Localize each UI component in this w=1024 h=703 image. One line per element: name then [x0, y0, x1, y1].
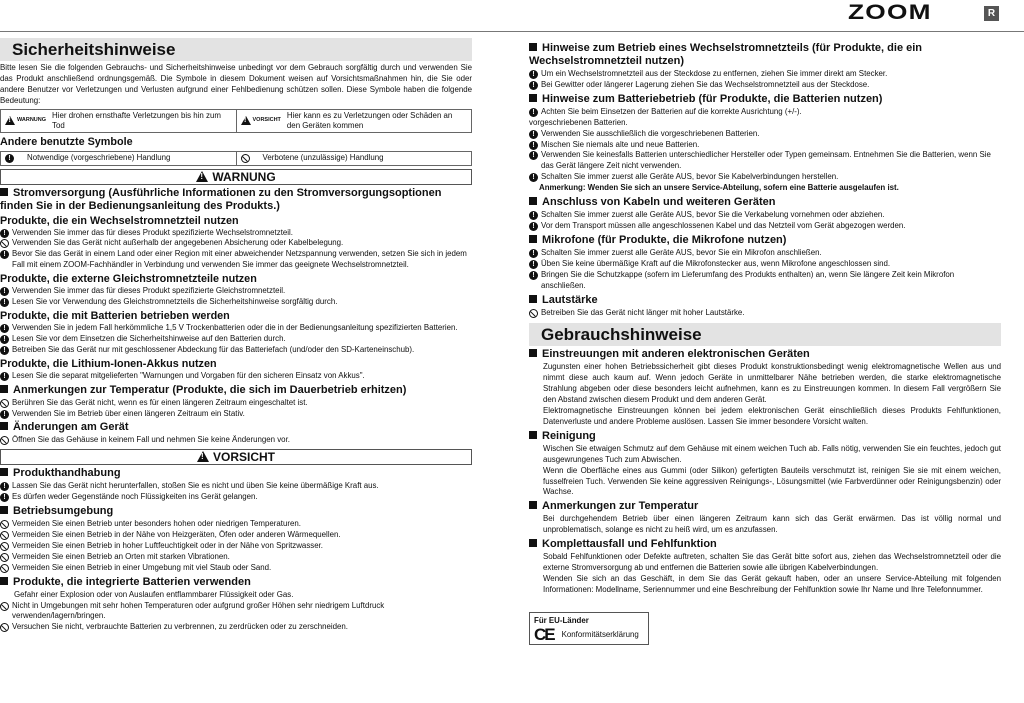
symbol-caution — [236, 110, 472, 132]
other-symbol-legend — [0, 151, 472, 166]
prohibited-icon — [0, 542, 9, 551]
mod-title: Änderungen am Gerät — [0, 421, 472, 434]
list-item: Berühren Sie das Gerät nicht, wenn es für einen längeren Zeitraum eingeschaltet ist. — [0, 398, 472, 409]
symbol-prohibited-text: Verbotene (unzulässige) Handlung — [262, 152, 384, 162]
prohibited-icon — [529, 309, 538, 318]
exclamation-icon: ! — [0, 298, 9, 307]
prohibited-icon — [0, 239, 9, 248]
ac-op-title: Hinweise zum Betrieb eines Wechselstromnetzteils (für Produkte, die ein Wechselstromnetzteil nutzen) — [529, 42, 1001, 68]
list-item: ! Verwenden Sie ausschließlich die vorgeschriebenen Batterien. — [529, 129, 1001, 140]
symbol-required — [1, 152, 236, 165]
exclamation-icon: ! — [529, 81, 538, 90]
cleaning-text-1: Wischen Sie etwaigen Schmutz auf dem Gehäuse mit einem weichen Tuch ab. Falls nötig, verwenden Sie ein feuchtes, jedoch gut ausgewrungenes Tuch zum Abwischen. — [543, 443, 1001, 464]
symbol-prohibited — [236, 152, 472, 165]
exclamation-icon: ! — [529, 249, 538, 258]
list-item: Vermeiden Sie einen Betrieb in der Nähe von Heizgeräten, Öfen oder anderen Wärmequellen. — [0, 530, 472, 541]
prohibited-icon — [0, 602, 9, 611]
list-item: Vermeiden Sie einen Betrieb in einer Umgebung mit viel Staub oder Sand. — [0, 563, 472, 574]
list-item: ! Lesen Sie vor dem Einsetzen die Sicherheitshinweise auf den Batterien durch. — [0, 334, 472, 345]
eu-box — [529, 612, 649, 645]
exclamation-icon: ! — [0, 324, 9, 333]
exclamation-icon: ! — [529, 173, 538, 182]
symbol-caution-text: Hier kann es zu Verletzungen oder Schäden an den Geräten kommen — [286, 110, 453, 130]
failure-text-1: Sobald Fehlfunktionen oder Defekte auftreten, schalten Sie das Gerät bitte sofort aus, ziehen das Wechselstromnetzteil oder die externe Stromversorgung ab und entfernen die Batterien sowie alle übrigen Kabelverbindungen. — [543, 552, 1001, 573]
warning-icon — [196, 171, 208, 182]
exclamation-icon: ! — [529, 108, 538, 117]
list-item: Vermeiden Sie einen Betrieb unter besonders hohen oder niedrigen Temperaturen. — [0, 519, 472, 530]
prohibited-icon — [0, 564, 9, 573]
list-item: ! Verwenden Sie immer das für dieses Produkt spezifizierte Wechselstromnetzteil. — [0, 228, 472, 239]
list-item: ! Lassen Sie das Gerät nicht herunterfallen, stoßen Sie es nicht und üben Sie keine übermäßige Kraft aus. — [0, 481, 472, 492]
env-title: Betriebsumgebung — [0, 505, 472, 518]
list-item: Vermeiden Sie einen Betrieb an Orten mit starken Vibrationen. — [0, 552, 472, 563]
list-item: Versuchen Sie nicht, verbrauchte Batterien zu verbrennen, zu zerdrücken oder zu zerschneiden. — [0, 622, 472, 633]
volume-title: Lautstärke — [529, 294, 1001, 307]
prohibited-icon — [0, 520, 9, 529]
ce-mark-icon: CE — [534, 624, 554, 644]
list-item: ! Betreiben Sie das Gerät nur mit geschlossener Abdeckung für das Batteriefach (und/oder den SD-Karteneinschub). — [0, 345, 472, 356]
interference-text-2: Elektromagnetische Einstreuungen können bei jedem elektronischen Gerät einschließlich dieses Produkts Fehlfunktionen, Datenverluste und andere Probleme auslösen. Lassen Sie immer besondere Vorsicht walten. — [543, 406, 1001, 426]
exclamation-icon: ! — [0, 287, 9, 296]
exclamation-icon: ! — [0, 482, 9, 491]
symbol-legend — [0, 109, 472, 133]
left-column — [0, 38, 472, 633]
exclamation-icon: ! — [0, 410, 9, 419]
list-item: ! Um ein Wechselstromnetzteil aus der Steckdose zu entfernen, ziehen Sie immer direkt am Stecker. — [529, 69, 1001, 80]
liion-title: Produkte, die Lithium-Ionen-Akkus nutzen — [0, 357, 217, 370]
exclamation-icon: ! — [0, 372, 9, 381]
safety-intro: Bitte lesen Sie die folgenden Gebrauchs- und Sicherheitshinweise unbedingt vor dem Gebrauch sorgfältig durch und verwenden Sie das Produkt anschließend ordnungsgemäß. Die Symbole in diesem Dokument weisen auf Vorsichtsmaßnahmen hin, die Sie oder andere Benutzer vor Verletzungen und Verlusten aufgrund einer Fehlbedienung schützen sollen. Diese Symbole haben die folgende Bedeutung: — [0, 63, 472, 105]
list-item: ! Schalten Sie immer zuerst alle Geräte AUS, bevor Sie die Verkabelung vornehmen oder abziehen. — [529, 210, 1001, 221]
bat-op-title: Hinweise zum Batteriebetrieb (für Produkte, die Batterien nutzen) — [529, 93, 1001, 106]
exclamation-icon: ! — [529, 130, 538, 139]
exclamation-icon: ! — [529, 222, 538, 231]
list-item: ! Schalten Sie immer zuerst alle Geräte AUS, bevor Sie Kabelverbindungen herstellen. — [529, 172, 1001, 183]
list-item: Betreiben Sie das Gerät nicht länger mit hoher Lautstärke. — [529, 308, 1001, 319]
safety-title: Sicherheitshinweise — [0, 38, 472, 61]
exclamation-icon: ! — [529, 211, 538, 220]
exclamation-icon: ! — [0, 346, 9, 355]
list-item: ! Verwenden Sie in jedem Fall herkömmliche 1,5 V Trockenbatterien oder die in der Bedienungsanleitung spezifizierten Batterien. — [0, 323, 472, 334]
list-item: ! Lesen Sie die separat mitgelieferten "Warnungen und Vorgaben für den sicheren Einsatz von Akkus". — [0, 371, 472, 382]
interference-title: Einstreuungen mit anderen elektronischen Geräten — [529, 348, 1001, 361]
mic-title: Mikrofone (für Produkte, die Mikrofone nutzen) — [529, 234, 1001, 247]
power-title: Stromversorgung (Ausführliche Informationen zu den Stromversorgungsoptionen finden Sie in der Bedienungsanleitung des Produkts.) — [0, 187, 472, 213]
cleaning-text-2: Wenn die Oberfläche eines aus Gummi (oder Silikon) gefertigten Bauteils verschmutzt ist, reinigen Sie sie mit einem weichen, fusselfreien Tuch. Verwenden Sie keine aggressiven Reinigungs-, Lösungsmittel (wie Farbverdünner oder Reinigungsbenzin) oder Wachse. — [543, 465, 1001, 497]
list-item: ! Bevor Sie das Gerät in einem Land oder einer Region mit einer abweichender Netzspannung verwenden, setzen Sie sich in jedem Fall mit einem ZOOM-Fachhändler in Verbindung und verwenden Sie immer das geeignete Wechselstromnetzteil. — [0, 249, 472, 271]
other-symbols-title: Andere benutzte Symbole — [0, 135, 133, 148]
cable-title: Anschluss von Kabeln und weiteren Geräten — [529, 196, 1001, 209]
zoom-logo — [848, 1, 996, 24]
handling-title: Produkthandhabung — [0, 467, 472, 480]
list-item: ! Achten Sie beim Einsetzen der Batterien auf die korrekte Ausrichtung (+/-). — [529, 107, 1001, 118]
dc-title: Produkte, die externe Gleichstromnetzteile nutzen — [0, 273, 257, 286]
exclamation-icon: ! — [5, 154, 14, 163]
prohibited-icon — [0, 436, 9, 445]
logo-text: ZOOM — [848, 1, 932, 24]
warning-bar: !WARNUNG — [0, 169, 472, 185]
adapter-title: Produkte, die ein Wechselstromnetzteil nutzen — [0, 214, 239, 227]
ce-text: Konformitätserklärung — [561, 629, 639, 639]
list-item: ! Verwenden Sie im Betrieb über einen längeren Zeitraum ein Stativ. — [0, 409, 472, 420]
list-item: ! Vor dem Transport müssen alle angeschlossenen Kabel und das Netzteil vom Gerät abgezogen werden. — [529, 221, 1001, 232]
exclamation-icon: ! — [529, 271, 538, 280]
prohibited-icon — [241, 154, 250, 163]
list-item: Verwenden Sie das Gerät nicht außerhalb der angegebenen Absicherung oder Kabelbelegung. — [0, 238, 472, 249]
warning-icon: ! WARNUNG — [5, 115, 46, 126]
prohibited-icon — [0, 623, 9, 632]
cleaning-title: Reinigung — [529, 430, 1001, 443]
exclamation-icon: ! — [0, 493, 9, 502]
bat-op-line: vorgeschriebenen Batterien. — [529, 117, 628, 127]
list-item: Öffnen Sie das Gehäuse in keinem Fall und nehmen Sie keine Änderungen vor. — [0, 435, 472, 446]
exclamation-icon: ! — [529, 70, 538, 79]
temp-title: Anmerkungen zur Temperatur (Produkte, die sich im Dauerbetrieb erhitzen) — [0, 384, 472, 397]
symbol-warning — [1, 110, 236, 132]
bat-op-note: Anmerkung: Wenden Sie sich an unsere Service-Abteilung, sofern eine Batterie ausgelaufen ist. — [539, 183, 899, 193]
list-item: ! Bringen Sie die Schutzkappe (sofern im Lieferumfang des Produkts enthalten) an, wenn Sie längere Zeit kein Mikrofon anschließen. — [529, 270, 1001, 292]
caution-bar: !VORSICHT — [0, 449, 472, 465]
temp2-text: Bei durchgehendem Betrieb über einen längeren Zeitraum kann sich das Gerät erwärmen. Das ist völlig normal und unproblematisch, solange es nicht zu heiß wird, um es anzufassen. — [543, 514, 1001, 535]
list-item: Vermeiden Sie einen Betrieb in hoher Luftfeuchtigkeit oder in der Nähe von Spritzwasser. — [0, 541, 472, 552]
prohibited-icon — [0, 531, 9, 540]
prohibited-icon — [0, 553, 9, 562]
exclamation-icon: ! — [529, 141, 538, 150]
list-item: ! Üben Sie keine übermäßige Kraft auf die Mikrofonstecker aus, wenn Mikrofone angeschlossen sind. — [529, 259, 1001, 270]
list-item: ! Schalten Sie immer zuerst alle Geräte AUS, bevor Sie ein Mikrofon anschließen. — [529, 248, 1001, 259]
list-item: Nicht in Umgebungen mit sehr hohen Temperaturen oder aufgrund großer Höhen sehr niedrigem Luftdruck verwenden/lagern/bringen. — [0, 601, 472, 623]
list-item: ! Verwenden Sie keinesfalls Batterien unterschiedlicher Hersteller oder Typen gemeinsam. Entnehmen Sie die Batterien, wenn Sie das Gerät längere Zeit nicht verwenden. — [529, 150, 1001, 172]
list-item: ! Bei Gewitter oder längerer Lagerung ziehen Sie das Wechselstromnetzteil aus der Steckdose. — [529, 80, 1001, 91]
failure-text-2: Wenden Sie sich an das Geschäft, in dem Sie das Gerät gekauft haben, oder an unsere Service-Abteilung mit folgenden Informationen: Modellname, Seriennummer und eine Beschreibung der Fehlfunktion sowie Ihr Name und Ihre Telefonnummer. — [543, 574, 1001, 594]
caution-icon: ! VORSICHT — [241, 115, 281, 126]
caution-icon — [197, 451, 209, 462]
list-item: ! Verwenden Sie immer das für dieses Produkt spezifizierte Gleichstromnetzteil. — [0, 286, 472, 297]
symbol-warning-text: Hier drohen ernsthafte Verletzungen bis hin zum Tod — [52, 110, 221, 130]
exclamation-icon: ! — [0, 335, 9, 344]
intbat-intro: Gefahr einer Explosion oder von Auslaufen entflammbarer Flüssigkeit oder Gas. — [14, 589, 294, 599]
registered-mark: R — [984, 6, 999, 21]
exclamation-icon: ! — [529, 151, 538, 160]
list-item: ! Lesen Sie vor Verwendung des Gleichstromnetzteils die Sicherheitshinweise sorgfältig durch. — [0, 297, 472, 308]
exclamation-icon: ! — [529, 260, 538, 269]
exclamation-icon: ! — [0, 250, 9, 259]
list-item: ! Mischen Sie niemals alte und neue Batterien. — [529, 140, 1001, 151]
top-rule — [0, 31, 1024, 32]
temp2-title: Anmerkungen zur Temperatur — [529, 500, 1001, 513]
symbol-required-text: Notwendige (vorgeschriebene) Handlung — [27, 152, 171, 162]
usage-title: Gebrauchshinweise — [529, 323, 1001, 346]
eu-label: Für EU-Länder — [534, 615, 589, 625]
intbat-title: Produkte, die integrierte Batterien verwenden — [0, 576, 472, 589]
exclamation-icon: ! — [0, 229, 9, 238]
battery-title: Produkte, die mit Batterien betrieben werden — [0, 309, 230, 322]
right-column — [529, 40, 1001, 645]
prohibited-icon — [0, 399, 9, 408]
failure-title: Komplettausfall und Fehlfunktion — [529, 538, 1001, 551]
interference-text-1: Zugunsten einer hohen Betriebssicherheit gibt dieses Produkt konstruktionsbedingt wenig elektromagnetische Wellen aus und nimmt diese auch kaum auf. Wenn jedoch Geräte in unmittelbarer Nähe betrieben werden, die starke elektromagnetische Strahlung abgeben oder diese besonders leicht aufnehmen, kann es zu Einstreuungen kommen. In diesem Fall vergrößern Sie den Abstand zwischen diesem Produkt und dem anderen Gerät. — [543, 362, 1001, 405]
list-item: ! Es dürfen weder Gegenstände noch Flüssigkeiten ins Gerät gelangen. — [0, 492, 472, 503]
